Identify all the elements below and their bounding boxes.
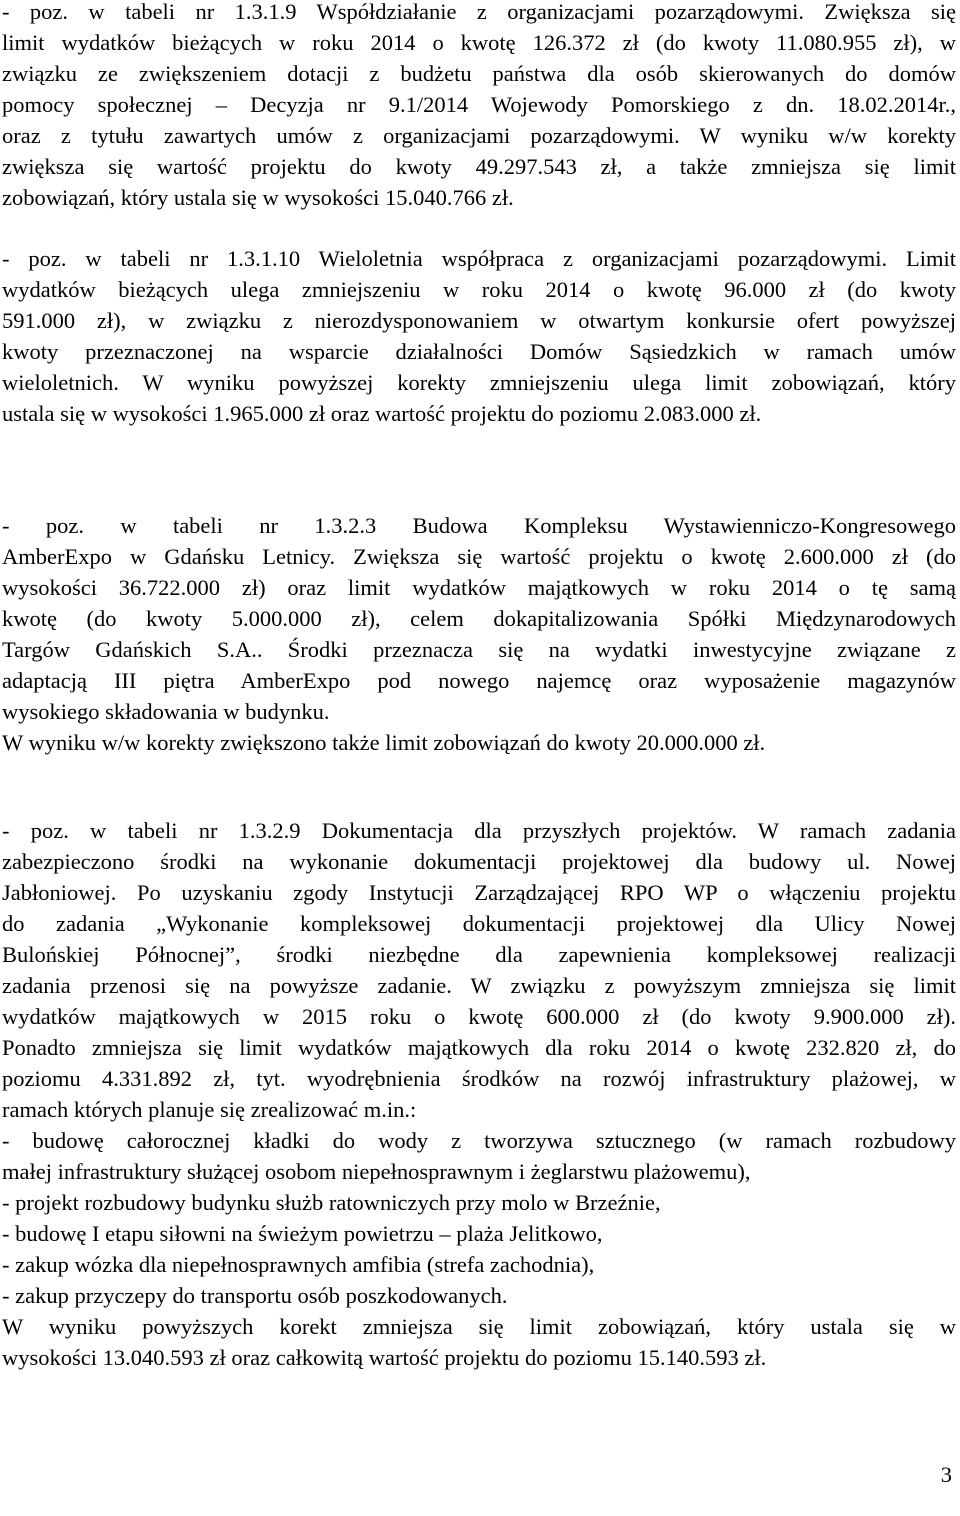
text-line: ustala się w wysokości 1.965.000 zł oraz wartość projektu do poziomu 2.083.000 zł.: [2, 401, 762, 426]
paragraph-4: [2, 815, 956, 1373]
text-line: do zadania „Wykonanie kompleksowej dokumentacji projektowej dla Ulicy Nowej: [2, 911, 956, 936]
text-line: wydatków bieżących ulega zmniejszeniu w roku 2014 o kwotę 96.000 zł (do kwoty: [2, 277, 956, 302]
text-line: Jabłoniowej. Po uzyskaniu zgody Instytucji Zarządzającej RPO WP o włączeniu projektu: [2, 880, 956, 905]
text-line: kwotę (do kwoty 5.000.000 zł), celem dokapitalizowania Spółki Międzynarodowych: [2, 606, 956, 631]
text-line: poziomu 4.331.892 zł, tyt. wyodrębnienia środków na rozwój infrastruktury plażowej, w: [2, 1066, 956, 1091]
text-line: pomocy społecznej – Decyzja nr 9.1/2014 Wojewody Pomorskiego z dn. 18.02.2014r.,: [2, 92, 956, 117]
text-line: - poz. w tabeli nr 1.3.1.10 Wieloletnia współpraca z organizacjami pozarządowymi. Limit: [2, 246, 956, 271]
text-line: związku ze zwiększeniem dotacji z budżetu państwa dla osób skierowanych do domów: [2, 61, 956, 86]
text-line: kwoty przeznaczonej na wsparcie działalności Domów Sąsiedzkich w ramach umów: [2, 339, 956, 364]
text-line: oraz z tytułu zawartych umów z organizacjami pozarządowymi. W wyniku w/w korekty: [2, 123, 956, 148]
text-line: - poz. w tabeli nr 1.3.2.3 Budowa Kompleksu Wystawienniczo-Kongresowego: [2, 513, 956, 538]
paragraph-2: [2, 243, 956, 429]
text-line: wieloletnich. W wyniku powyższej korekty zmniejszeniu ulega limit zobowiązań, który: [2, 370, 956, 395]
paragraph-1: [2, 0, 956, 213]
text-line: zabezpieczono środki na wykonanie dokumentacji projektowej dla budowy ul. Nowej: [2, 849, 956, 874]
text-line: wysokości 13.040.593 zł oraz całkowitą wartość projektu do poziomu 15.140.593 zł.: [2, 1345, 767, 1370]
text-line: Bulońskiej Północnej”, środki niezbędne dla zapewnienia kompleksowej realizacji: [2, 942, 956, 967]
text-line: W wyniku powyższych korekt zmniejsza się limit zobowiązań, który ustala się w: [2, 1314, 956, 1339]
text-line: - poz. w tabeli nr 1.3.2.9 Dokumentacja dla przyszłych projektów. W ramach zadania: [2, 818, 956, 843]
page-number: 3: [940, 1462, 952, 1487]
paragraph-3: [2, 510, 956, 758]
text-line: Targów Gdańskich S.A.. Środki przeznacza się na wydatki inwestycyjne związane z: [2, 637, 956, 662]
text-line: W wyniku w/w korekty zwiększono także limit zobowiązań do kwoty 20.000.000 zł.: [2, 730, 766, 755]
text-line: - zakup przyczepy do transportu osób poszkodowanych.: [2, 1283, 508, 1308]
text-line: Ponadto zmniejsza się limit wydatków majątkowych dla roku 2014 o kwotę 232.820 zł, do: [2, 1035, 956, 1060]
text-line: - projekt rozbudowy budynku służb ratowniczych przy molo w Brzeźnie,: [2, 1190, 661, 1215]
text-line: zwiększa się wartość projektu do kwoty 49.297.543 zł, a także zmniejsza się limit: [2, 154, 956, 179]
text-line: adaptacją III piętra AmberExpo pod nowego najemcę oraz wyposażenie magazynów: [2, 668, 956, 693]
text-line: - zakup wózka dla niepełnosprawnych amfibia (strefa zachodnia),: [2, 1252, 595, 1277]
text-line: ramach których planuje się zrealizować m.in.:: [2, 1097, 417, 1122]
text-line: 591.000 zł), w związku z nierozdysponowaniem w otwartym konkursie ofert powyższej: [2, 308, 956, 333]
text-line: wydatków majątkowych w 2015 roku o kwotę 600.000 zł (do kwoty 9.900.000 zł).: [2, 1004, 956, 1029]
text-line: zadania przenosi się na powyższe zadanie. W związku z powyższym zmniejsza się limit: [2, 973, 956, 998]
text-line: AmberExpo w Gdańsku Letnicy. Zwiększa się wartość projektu o kwotę 2.600.000 zł (do: [2, 544, 956, 569]
text-line: limit wydatków bieżących w roku 2014 o kwotę 126.372 zł (do kwoty 11.080.955 zł), w: [2, 30, 956, 55]
text-line: wysokiego składowania w budynku.: [2, 699, 330, 724]
text-line: - budowę całorocznej kładki do wody z tworzywa sztucznego (w ramach rozbudowy: [2, 1128, 956, 1153]
text-line: wysokości 36.722.000 zł) oraz limit wydatków majątkowych w roku 2014 o tę samą: [2, 575, 956, 600]
text-line: - poz. w tabeli nr 1.3.1.9 Współdziałanie z organizacjami pozarządowymi. Zwiększa się: [2, 0, 956, 24]
text-line: - budowę I etapu siłowni na świeżym powietrzu – plaża Jelitkowo,: [2, 1221, 603, 1246]
text-line: małej infrastruktury służącej osobom niepełnosprawnym i żeglarstwu plażowemu),: [2, 1159, 751, 1184]
text-line: zobowiązań, który ustala się w wysokości 15.040.766 zł.: [2, 185, 514, 210]
